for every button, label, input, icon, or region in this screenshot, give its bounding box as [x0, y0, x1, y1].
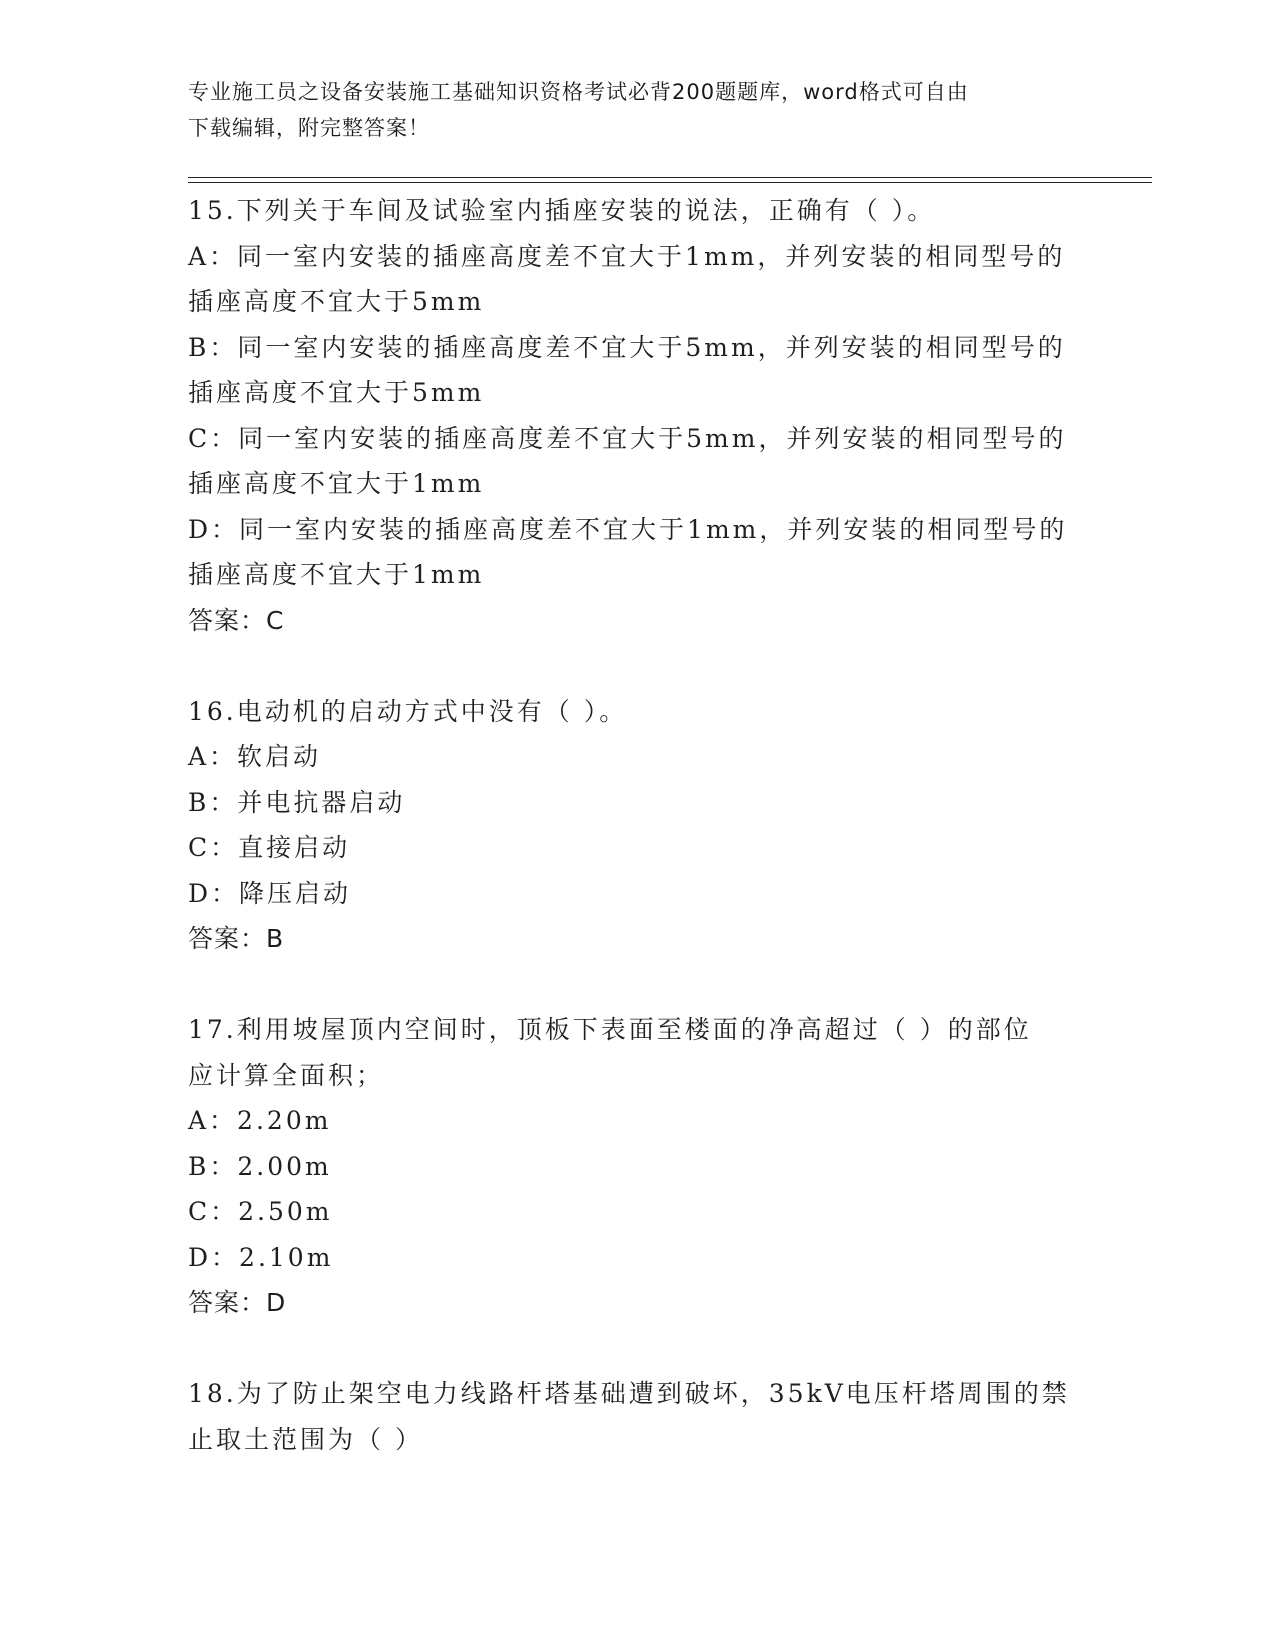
option-line: A：软启动	[188, 742, 322, 771]
option-line: 插座高度不宜大于5mm	[188, 287, 485, 316]
question-block	[188, 1371, 1088, 1462]
header-line: 下载编辑，附完整答案！	[188, 116, 430, 140]
question-stem: 18.为了防止架空电力线路杆塔基础遭到破坏，35kV电压杆塔周围的禁	[188, 1379, 1070, 1408]
spacer	[188, 962, 1088, 1008]
option-line: C：2.50m	[188, 1197, 333, 1226]
spacer	[188, 1326, 1088, 1372]
option-line: 插座高度不宜大于1mm	[188, 560, 485, 589]
question-stem: 止取土范围为（ ）	[188, 1424, 423, 1454]
option-line: D：同一室内安装的插座高度差不宜大于1mm，并列安装的相同型号的	[188, 514, 1068, 544]
question-stem: 16.电动机的启动方式中没有（ ）。	[188, 696, 628, 726]
header-divider	[188, 177, 1152, 178]
option-line: B：2.00m	[188, 1151, 332, 1181]
header-divider	[188, 182, 1152, 183]
option-line: C：直接启动	[188, 833, 351, 862]
answer-line: 答案：C	[188, 605, 285, 635]
question-stem: 15.下列关于车间及试验室内插座安装的说法，正确有（ ）。	[188, 196, 936, 225]
answer-line: 答案：D	[188, 1288, 287, 1317]
option-line: C：同一室内安装的插座高度差不宜大于5mm，并列安装的相同型号的	[188, 423, 1067, 453]
document-header	[188, 74, 1068, 146]
option-line: D：2.10m	[188, 1242, 334, 1272]
option-line: B：同一室内安装的插座高度差不宜大于5mm，并列安装的相同型号的	[188, 332, 1066, 362]
question-list	[188, 188, 1088, 1462]
question-stem: 应计算全面积；	[188, 1060, 385, 1090]
question-block	[188, 689, 1088, 1008]
question-stem: 17.利用坡屋顶内空间时，顶板下表面至楼面的净高超过（ ）的部位	[188, 1015, 1032, 1044]
option-line: A：2.20m	[188, 1106, 332, 1135]
option-line: B：并电抗器启动	[188, 787, 406, 817]
question-block	[188, 188, 1088, 689]
spacer	[188, 643, 1088, 689]
option-line: D：降压启动	[188, 878, 352, 908]
question-block	[188, 1007, 1088, 1371]
option-line: A：同一室内安装的插座高度差不宜大于1mm，并列安装的相同型号的	[188, 241, 1066, 271]
answer-line: 答案：B	[188, 924, 285, 953]
header-line: 专业施工员之设备安装施工基础知识资格考试必背200题题库，word格式可自由	[188, 80, 969, 104]
option-line: 插座高度不宜大于1mm	[188, 469, 485, 498]
option-line: 插座高度不宜大于5mm	[188, 378, 485, 407]
